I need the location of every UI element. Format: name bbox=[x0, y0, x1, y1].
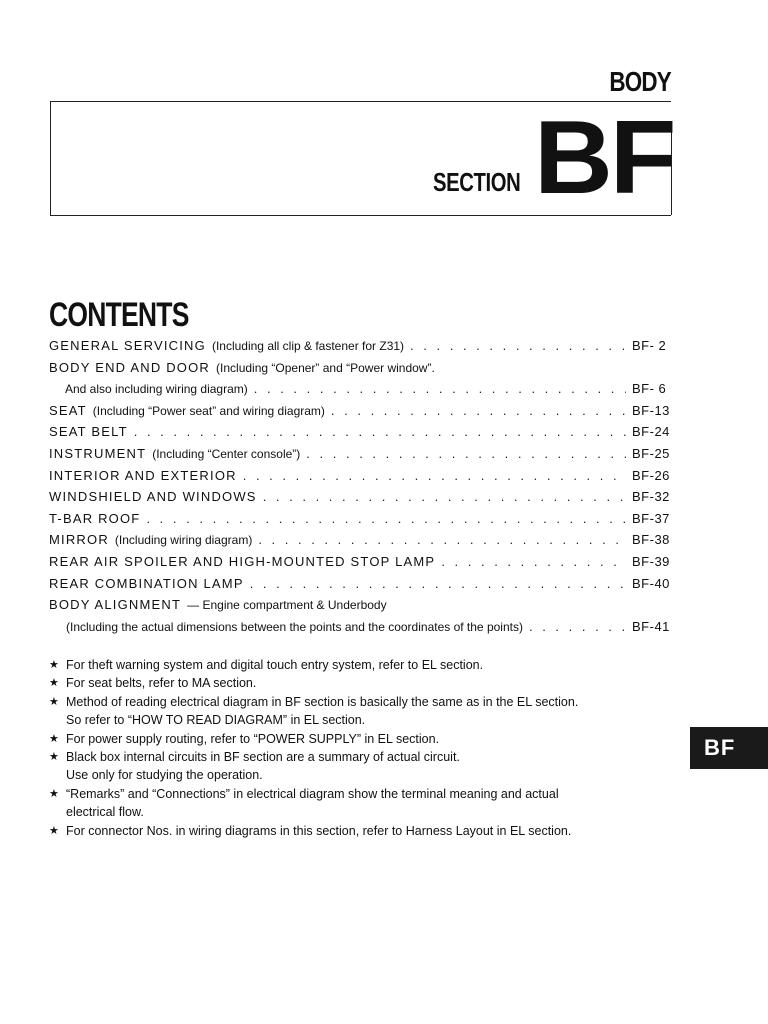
toc-leader-dots bbox=[243, 468, 626, 483]
note-line bbox=[49, 803, 649, 821]
note-text: Use only for studying the operation. bbox=[66, 768, 263, 783]
toc-page-number: BF- 6 bbox=[632, 381, 667, 397]
toc-entry[interactable] bbox=[49, 511, 672, 533]
star-bullet-icon: ★ bbox=[49, 732, 59, 745]
toc-entry[interactable] bbox=[49, 468, 672, 490]
table-of-contents bbox=[49, 338, 672, 640]
note-text: “Remarks” and “Connections” in electrical diagram show the terminal meaning and actual bbox=[66, 786, 559, 801]
toc-entry[interactable] bbox=[49, 403, 672, 425]
toc-page-number: BF-25 bbox=[632, 445, 670, 461]
note-line bbox=[49, 693, 649, 711]
star-bullet-icon: ★ bbox=[49, 750, 59, 763]
toc-entry-subtitle: (Including “Center console”) bbox=[152, 446, 301, 461]
note-text: For seat belts, refer to MA section. bbox=[66, 676, 257, 691]
note-text: So refer to “HOW TO READ DIAGRAM” in EL section. bbox=[66, 713, 366, 728]
toc-leader-dots bbox=[250, 576, 626, 591]
toc-leader-dots bbox=[441, 554, 626, 569]
toc-entry-title: BODY ALIGNMENT bbox=[49, 597, 182, 613]
toc-entry[interactable] bbox=[49, 619, 672, 641]
note-line bbox=[49, 730, 649, 748]
toc-entry[interactable] bbox=[49, 360, 672, 382]
toc-entry-subtitle: (Including the actual dimensions between the points and the coordinates of the points) bbox=[66, 619, 523, 634]
toc-page-number: BF-40 bbox=[632, 575, 670, 591]
contents-heading: CONTENTS bbox=[49, 296, 189, 334]
star-bullet-icon: ★ bbox=[49, 787, 59, 800]
star-bullet-icon: ★ bbox=[49, 677, 59, 690]
note-text: For theft warning system and digital touch entry system, refer to EL section. bbox=[66, 658, 484, 672]
toc-leader-dots bbox=[331, 403, 626, 418]
toc-entry-title: REAR COMBINATION LAMP bbox=[49, 575, 244, 591]
toc-leader-dots bbox=[306, 446, 626, 461]
toc-entry-subtitle: (Including all clip & fastener for Z31) bbox=[211, 339, 405, 353]
note-line bbox=[49, 711, 649, 729]
star-bullet-icon: ★ bbox=[49, 824, 59, 837]
toc-leader-dots bbox=[258, 532, 626, 547]
toc-leader-dots bbox=[134, 424, 626, 439]
note-text: Black box internal circuits in BF section are a summary of actual circuit. bbox=[66, 749, 460, 764]
toc-entry-subtitle: (Including “Opener” and “Power window”. bbox=[216, 360, 435, 375]
note-text: electrical flow. bbox=[66, 805, 144, 820]
toc-entry-title: SEAT BELT bbox=[49, 424, 128, 440]
note-line bbox=[49, 822, 649, 840]
toc-leader-dots bbox=[146, 511, 626, 526]
toc-leader-dots bbox=[263, 489, 626, 504]
toc-entry[interactable] bbox=[49, 381, 672, 403]
note-line bbox=[49, 656, 649, 674]
toc-entry-title: WINDSHIELD AND WINDOWS bbox=[49, 489, 257, 505]
note-line bbox=[49, 748, 649, 766]
toc-page-number: BF-26 bbox=[632, 467, 670, 483]
toc-entry[interactable] bbox=[49, 554, 672, 576]
star-bullet-icon: ★ bbox=[49, 695, 59, 708]
toc-entry-title: GENERAL SERVICING bbox=[49, 338, 206, 353]
section-label: SECTION bbox=[433, 167, 521, 197]
toc-page-number: BF-39 bbox=[632, 553, 670, 569]
toc-entry[interactable] bbox=[49, 424, 672, 446]
toc-entry[interactable] bbox=[49, 576, 672, 598]
toc-entry[interactable] bbox=[49, 532, 672, 554]
toc-leader-dots bbox=[529, 619, 626, 634]
note-line bbox=[49, 766, 649, 784]
toc-entry[interactable] bbox=[49, 338, 672, 360]
note-line bbox=[49, 785, 649, 803]
toc-entry-subtitle: — Engine compartment & Underbody bbox=[187, 598, 387, 613]
category-title: BODY bbox=[609, 66, 671, 97]
note-text: For power supply routing, refer to “POWER SUPPLY” in EL section. bbox=[66, 731, 440, 746]
toc-page-number: BF-37 bbox=[632, 510, 670, 526]
toc-entry-title: INSTRUMENT bbox=[49, 445, 147, 461]
toc-page-number: BF-41 bbox=[632, 618, 670, 634]
toc-entry-subtitle: (Including wiring diagram) bbox=[114, 533, 253, 548]
toc-page-number: BF-32 bbox=[632, 489, 670, 505]
toc-entry-title: T-BAR ROOF bbox=[49, 510, 141, 526]
note-text: Method of reading electrical diagram in BF section is basically the same as in the EL section. bbox=[66, 694, 579, 709]
toc-entry-title: INTERIOR AND EXTERIOR bbox=[49, 467, 237, 483]
section-code: BF bbox=[534, 100, 674, 216]
toc-entry[interactable] bbox=[49, 597, 672, 619]
toc-entry-title: MIRROR bbox=[49, 532, 109, 548]
star-bullet-icon: ★ bbox=[49, 659, 59, 671]
toc-entry-title: SEAT bbox=[49, 402, 87, 418]
note-line bbox=[49, 674, 649, 692]
toc-page-number: BF-24 bbox=[632, 424, 670, 440]
toc-leader-dots bbox=[410, 338, 626, 353]
notes-list bbox=[49, 656, 649, 840]
toc-page-number: BF- 2 bbox=[632, 338, 667, 353]
note-text: For connector Nos. in wiring diagrams in this section, refer to Harness Layout in EL section. bbox=[66, 823, 572, 838]
section-tab[interactable]: BF bbox=[690, 727, 768, 769]
toc-entry[interactable] bbox=[49, 446, 672, 468]
toc-entry[interactable] bbox=[49, 489, 672, 511]
toc-leader-dots bbox=[254, 381, 626, 396]
toc-entry-title: REAR AIR SPOILER AND HIGH-MOUNTED STOP LAMP bbox=[49, 553, 436, 569]
toc-entry-subtitle: (Including “Power seat” and wiring diagram) bbox=[92, 403, 325, 418]
toc-page-number: BF-13 bbox=[632, 402, 670, 418]
toc-entry-subtitle: And also including wiring diagram) bbox=[65, 382, 248, 397]
toc-page-number: BF-38 bbox=[632, 532, 670, 548]
toc-entry-title: BODY END AND DOOR bbox=[49, 359, 211, 375]
